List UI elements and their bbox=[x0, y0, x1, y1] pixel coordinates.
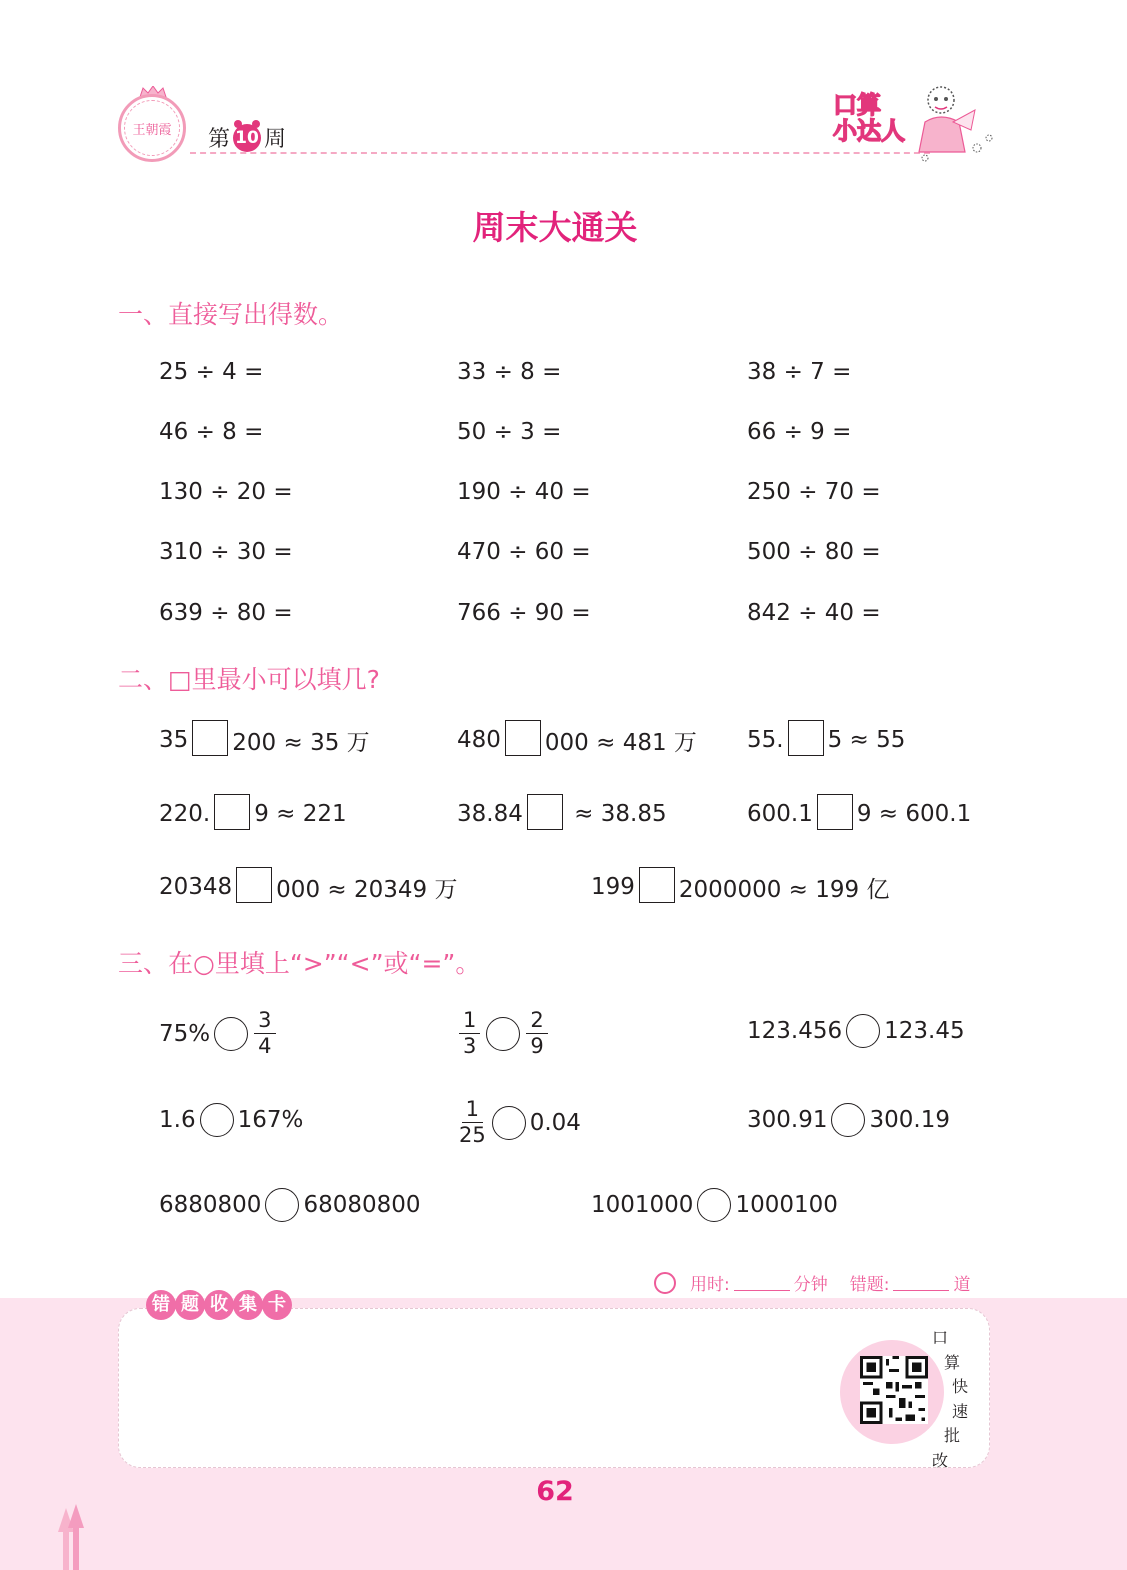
estimate-item: 220. 9 ≈ 221 bbox=[159, 796, 347, 832]
arrows-icon bbox=[52, 1502, 92, 1570]
estimate-item: 20348 000 ≈ 20349 万 bbox=[159, 869, 457, 905]
problem-2-1: 46 ÷ 8 = bbox=[159, 419, 264, 445]
estimate-item: 38.84 ≈ 38.85 bbox=[457, 796, 667, 832]
card-tag: 错 题 收 集 卡 bbox=[146, 1290, 291, 1320]
answer-box[interactable] bbox=[639, 867, 675, 903]
fraction: $\frac{1}{25}$ bbox=[459, 1097, 486, 1147]
author-seal bbox=[118, 94, 186, 162]
compare-circle[interactable] bbox=[200, 1103, 234, 1137]
compare-circle[interactable] bbox=[486, 1017, 520, 1051]
compare-circle[interactable] bbox=[846, 1014, 880, 1048]
compare-item bbox=[457, 1008, 550, 1059]
compare-item: $\frac{1}{25}$ 0.04 bbox=[459, 1097, 581, 1147]
answer-box[interactable] bbox=[214, 794, 250, 830]
week-prefix: 第 bbox=[208, 127, 231, 152]
compare-item: 123.456 123.45 bbox=[747, 1014, 965, 1048]
compare-item: 1.6 167% bbox=[159, 1103, 303, 1137]
fraction: $\frac{1}{3}$ bbox=[459, 1008, 480, 1059]
compare-item: 1001000 1000100 bbox=[591, 1188, 838, 1222]
section2-heading: 二、□里最小可以填几? bbox=[118, 665, 380, 694]
answer-box[interactable] bbox=[788, 720, 824, 756]
error-blank[interactable] bbox=[893, 1274, 949, 1291]
problem-5-3: 842 ÷ 40 = bbox=[747, 600, 881, 626]
problem-4-2: 470 ÷ 60 = bbox=[457, 539, 591, 565]
problem-4-3: 500 ÷ 80 = bbox=[747, 539, 881, 565]
time-blank[interactable] bbox=[734, 1274, 790, 1291]
fraction: $\frac{2}{9}$ bbox=[526, 1008, 547, 1059]
estimate-item: 55. 5 ≈ 55 bbox=[747, 722, 905, 758]
answer-box[interactable] bbox=[817, 794, 853, 830]
week-suffix: 周 bbox=[264, 127, 287, 152]
mascot-illustration bbox=[905, 82, 997, 166]
problem-2-3: 66 ÷ 9 = bbox=[747, 419, 852, 445]
problem-3-2: 190 ÷ 40 = bbox=[457, 479, 591, 505]
seal-text: 王朝霞 bbox=[124, 100, 180, 156]
problem-1-2: 33 ÷ 8 = bbox=[457, 359, 562, 385]
compare-circle[interactable] bbox=[492, 1106, 526, 1140]
answer-box[interactable] bbox=[192, 720, 228, 756]
brand-logo bbox=[833, 92, 905, 148]
problem-1-1: 25 ÷ 4 = bbox=[159, 359, 264, 385]
problem-3-1: 130 ÷ 20 = bbox=[159, 479, 293, 505]
logo-line1: 口算 bbox=[833, 91, 881, 119]
fraction: $\frac{3}{4}$ bbox=[254, 1008, 275, 1059]
compare-circle[interactable] bbox=[214, 1017, 248, 1051]
answer-box[interactable] bbox=[236, 867, 272, 903]
compare-circle[interactable] bbox=[697, 1188, 731, 1222]
compare-item: 300.91 300.19 bbox=[747, 1103, 950, 1137]
compare-circle[interactable] bbox=[265, 1188, 299, 1222]
compare-circle[interactable] bbox=[831, 1103, 865, 1137]
stopwatch-icon bbox=[654, 1272, 676, 1294]
problem-3-3: 250 ÷ 70 = bbox=[747, 479, 881, 505]
problem-4-1: 310 ÷ 30 = bbox=[159, 539, 293, 565]
page-number: 62 bbox=[536, 1476, 574, 1507]
header-divider bbox=[190, 152, 930, 154]
estimate-item: 480 000 ≈ 481 万 bbox=[457, 722, 697, 758]
week-number: 10 bbox=[233, 124, 261, 152]
problem-1-3: 38 ÷ 7 = bbox=[747, 359, 852, 385]
compare-item: 6880800 68080800 bbox=[159, 1188, 421, 1222]
compare-item: 75% $\frac{3}{4}$ bbox=[159, 1008, 278, 1059]
time-record: 用时: 分钟 错题: 道 bbox=[654, 1270, 970, 1295]
logo-line2: 小达人 bbox=[833, 117, 905, 145]
page-title: 周末大通关 bbox=[472, 208, 638, 247]
week-label bbox=[208, 122, 286, 153]
estimate-item: 199 2000000 ≈ 199 亿 bbox=[591, 869, 889, 905]
answer-box[interactable] bbox=[505, 720, 541, 756]
problem-5-1: 639 ÷ 80 = bbox=[159, 600, 293, 626]
estimate-item: 600.1 9 ≈ 600.1 bbox=[747, 796, 971, 832]
problem-5-2: 766 ÷ 90 = bbox=[457, 600, 591, 626]
estimate-item: 35 200 ≈ 35 万 bbox=[159, 722, 370, 758]
section1-heading: 一、直接写出得数。 bbox=[118, 300, 344, 329]
section3-heading: 三、在○里填上“>”“<”或“=”。 bbox=[118, 949, 481, 978]
answer-box[interactable] bbox=[527, 794, 563, 830]
qr-code-icon[interactable] bbox=[860, 1356, 928, 1424]
problem-2-2: 50 ÷ 3 = bbox=[457, 419, 562, 445]
qr-caption: 口 算 快 速 批 改 bbox=[932, 1328, 969, 1470]
